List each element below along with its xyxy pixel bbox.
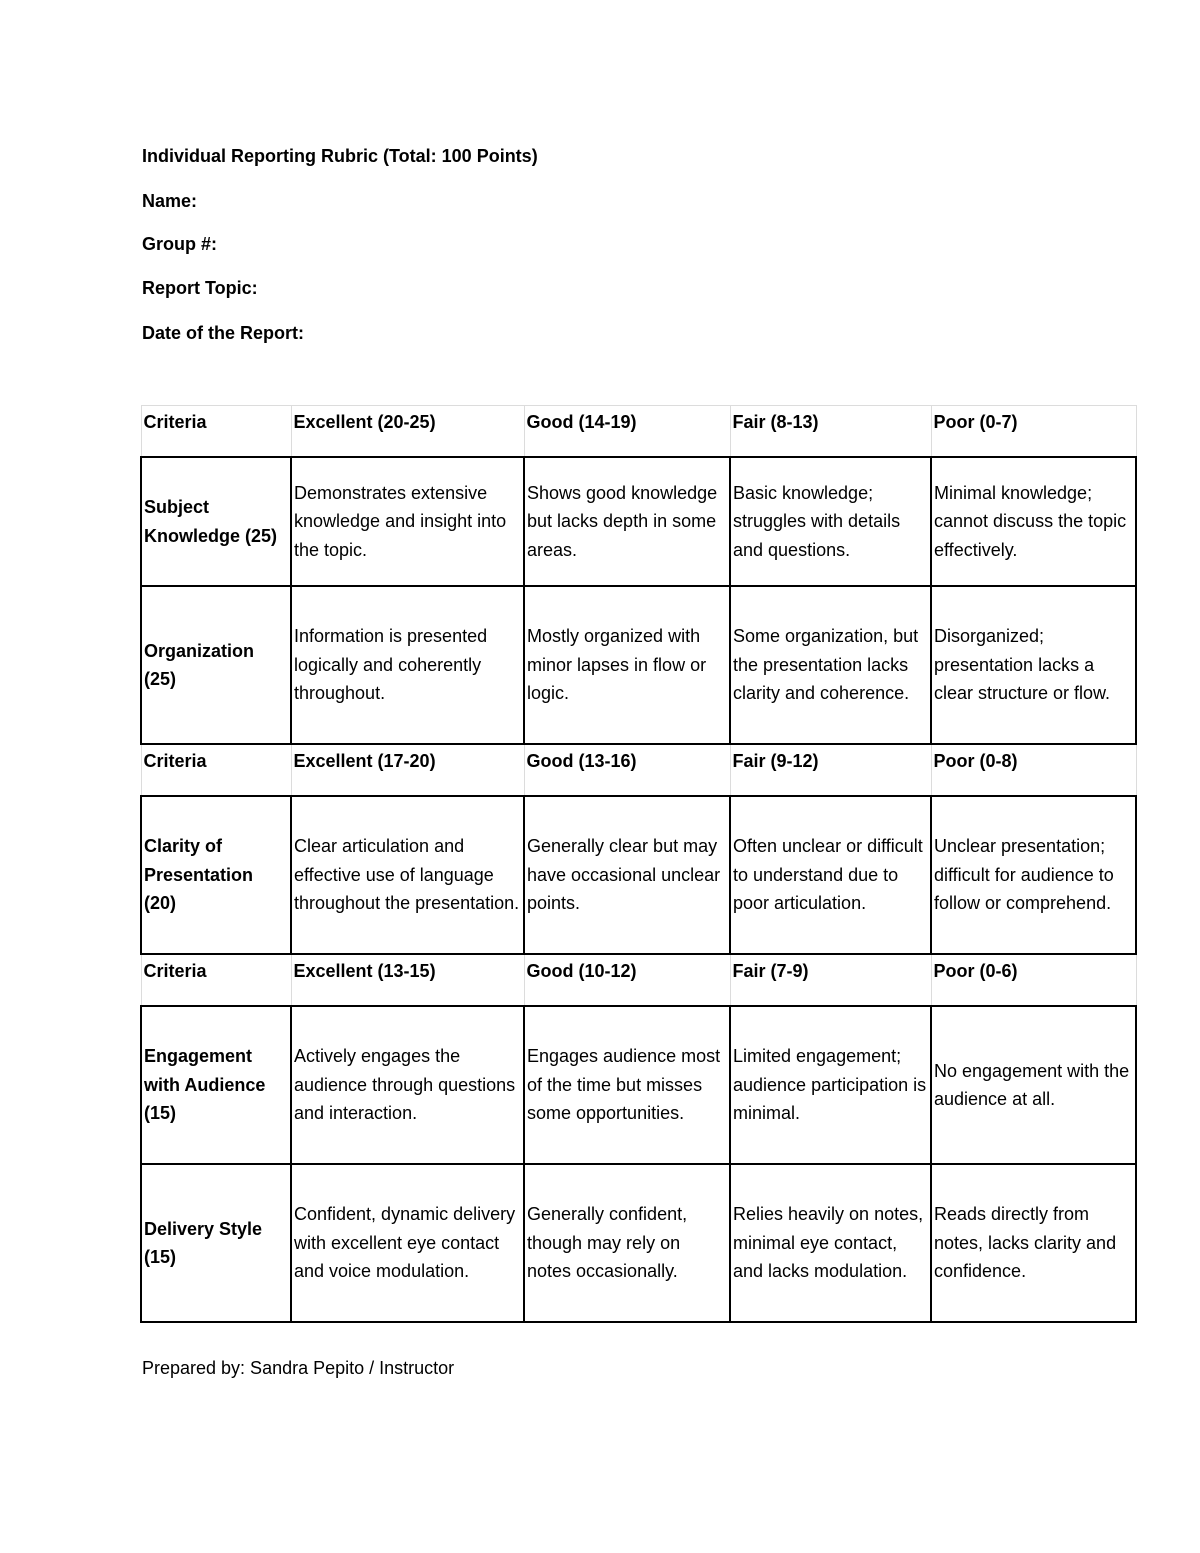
fair-cell: Limited engagement; audience participation is minimal. [730,1006,931,1164]
date-label: Date of the Report: [142,323,304,343]
good-cell: Engages audience most of the time but misses some opportunities. [524,1006,730,1164]
header-cell: Excellent (13-15) [291,954,524,1006]
criteria-cell: Subject Knowledge (25) [141,457,291,586]
header-cell: Fair (7-9) [730,954,931,1006]
header-cell: Good (13-16) [524,744,730,796]
header-cell: Fair (8-13) [730,406,931,458]
poor-cell: Reads directly from notes, lacks clarity and confidence. [931,1164,1136,1322]
fair-cell: Relies heavily on notes, minimal eye contact, and lacks modulation. [730,1164,931,1322]
good-cell: Mostly organized with minor lapses in flow or logic. [524,586,730,744]
table-header-row [141,954,1136,1006]
excellent-cell: Actively engages the audience through questions and interaction. [291,1006,524,1164]
header-cell: Fair (9-12) [730,744,931,796]
header-cell: Criteria [141,406,291,458]
criteria-cell: Clarity of Presentation (20) [141,796,291,954]
table-row [141,1164,1136,1322]
excellent-cell: Confident, dynamic delivery with excellent eye contact and voice modulation. [291,1164,524,1322]
rubric-table [140,405,1137,1323]
good-cell: Shows good knowledge but lacks depth in some areas. [524,457,730,586]
criteria-cell: Organization (25) [141,586,291,744]
excellent-cell: Demonstrates extensive knowledge and insight into the topic. [291,457,524,586]
name-label: Name: [142,191,198,211]
table-header-row [141,744,1136,796]
poor-cell: Unclear presentation; difficult for audience to follow or comprehend. [931,796,1136,954]
fair-cell: Some organization, but the presentation lacks clarity and coherence. [730,586,931,744]
criteria-cell: Engagement with Audience (15) [141,1006,291,1164]
fair-cell: Basic knowledge; struggles with details and questions. [730,457,931,586]
good-cell: Generally confident, though may rely on notes occasionally. [524,1164,730,1322]
poor-cell: Disorganized; presentation lacks a clear structure or flow. [931,586,1136,744]
table-row [141,586,1136,744]
table-row [141,796,1136,954]
poor-cell: No engagement with the audience at all. [931,1006,1136,1164]
header-cell: Poor (0-8) [931,744,1136,796]
criteria-cell: Delivery Style (15) [141,1164,291,1322]
prepared-by: Prepared by: Sandra Pepito / Instructor [142,1358,455,1378]
header-cell: Criteria [141,954,291,1006]
header-cell: Excellent (20-25) [291,406,524,458]
header-cell: Excellent (17-20) [291,744,524,796]
header-cell: Good (10-12) [524,954,730,1006]
excellent-cell: Clear articulation and effective use of language throughout the presentation. [291,796,524,954]
table-row [141,457,1136,586]
topic-label: Report Topic: [142,278,258,298]
table-header-row [141,406,1136,458]
poor-cell: Minimal knowledge; cannot discuss the topic effectively. [931,457,1136,586]
header-cell: Criteria [141,744,291,796]
document-title: Individual Reporting Rubric (Total: 100 Points) [142,146,538,166]
header-cell: Poor (0-7) [931,406,1136,458]
excellent-cell: Information is presented logically and coherently throughout. [291,586,524,744]
group-label: Group #: [142,234,217,254]
table-row [141,1006,1136,1164]
good-cell: Generally clear but may have occasional unclear points. [524,796,730,954]
header-cell: Poor (0-6) [931,954,1136,1006]
fair-cell: Often unclear or difficult to understand due to poor articulation. [730,796,931,954]
header-cell: Good (14-19) [524,406,730,458]
